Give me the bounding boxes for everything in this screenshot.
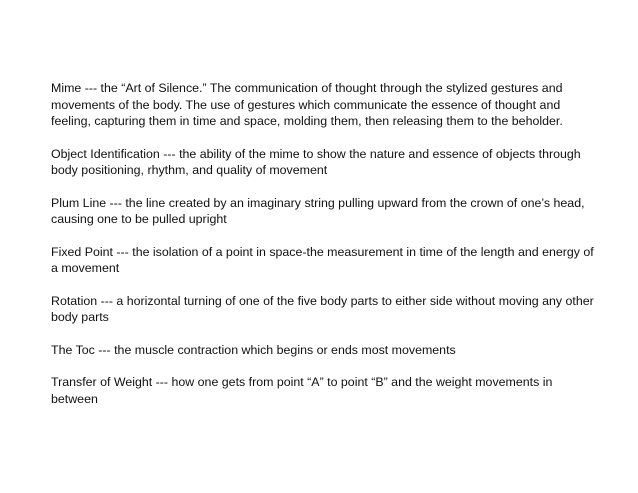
definition-plum-line: Plum Line --- the line created by an imaginary string pulling upward from the crown of one’s head, causing one to be pulled upright bbox=[51, 195, 585, 226]
definition-the-toc: The Toc --- the muscle contraction which begins or ends most movements bbox=[51, 342, 456, 357]
definition-object-identification: Object Identification --- the ability of the mime to show the nature and essence of objects through body positioning, rhythm, and quality of movement bbox=[51, 146, 581, 177]
definition-fixed-point: Fixed Point --- the isolation of a point in space-the measurement in time of the length and energy of a movement bbox=[51, 244, 594, 275]
definition-transfer-of-weight: Transfer of Weight --- how one gets from point “A” to point “B” and the weight movements in between bbox=[51, 375, 553, 406]
definitions-list bbox=[51, 80, 596, 407]
definition-mime: Mime --- the “Art of Silence.” The communication of thought through the stylized gestures and movements of the body. The use of gestures which communicate the essence of thought and feeling, capturing them in time and space, molding them, then releasing them to the beholder. bbox=[51, 81, 563, 128]
definition-rotation: Rotation --- a horizontal turning of one of the five body parts to either side without moving any other body parts bbox=[51, 293, 594, 324]
